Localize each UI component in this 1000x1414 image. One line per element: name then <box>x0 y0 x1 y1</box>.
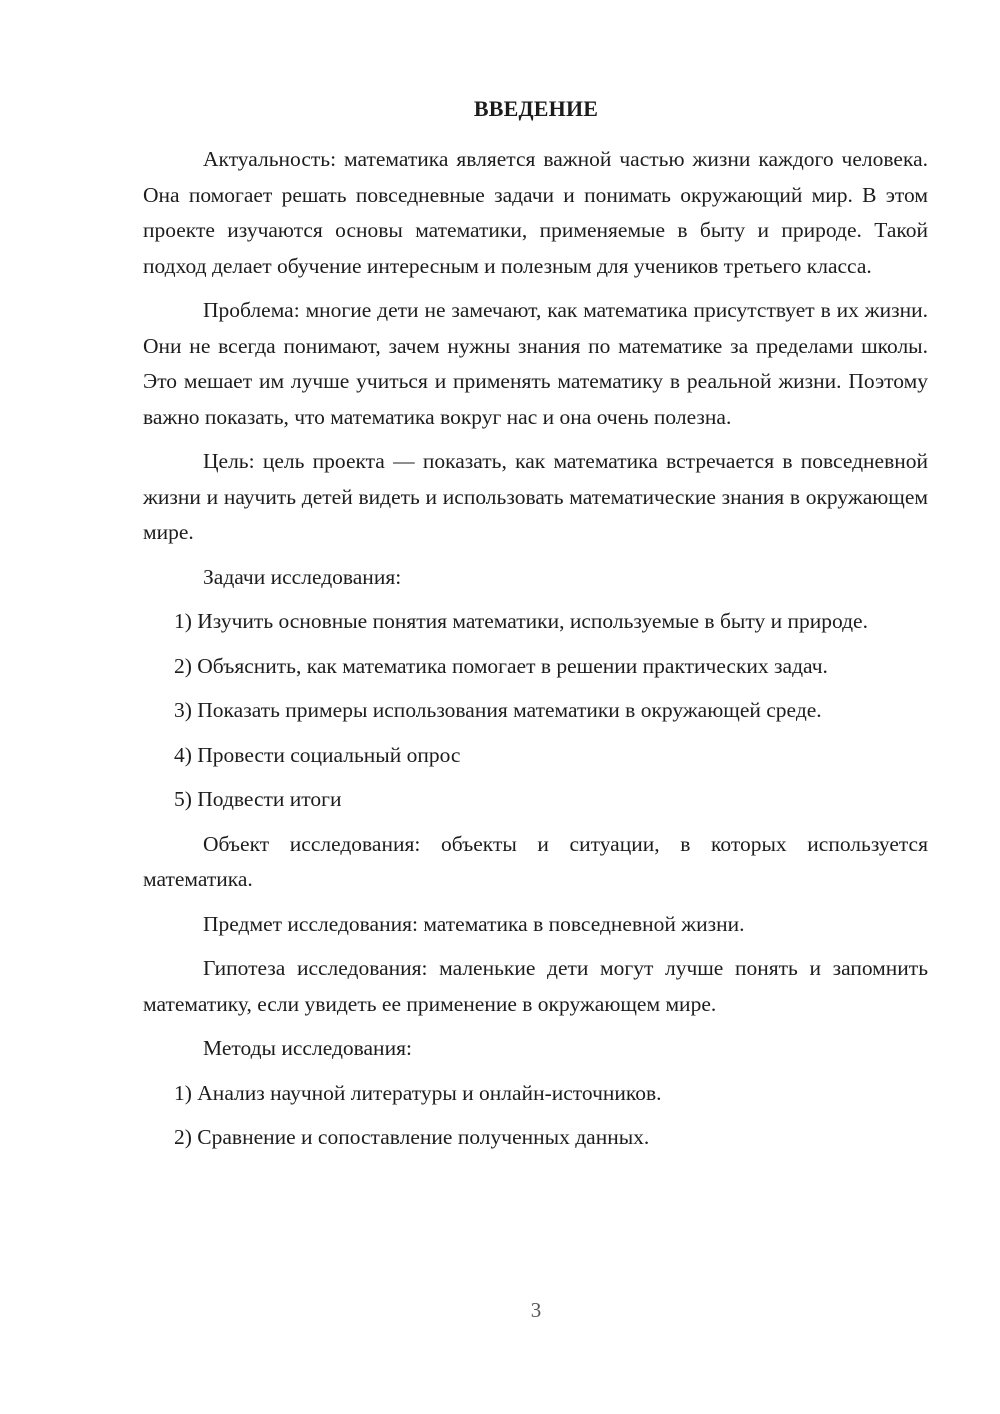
document-body <box>143 142 928 1165</box>
paragraph-object: Объект исследования: объекты и ситуации, в которых используется математика. <box>143 831 928 891</box>
paragraph-problem: Проблема: многие дети не замечают, как математика присутствует в их жизни. Они не всегда понимают, зачем нужны знания по математике за пределами школы. Это мешает им лучше учиться и применять математику в реальной жизни. Поэтому важно показать, что математика вокруг нас и она очень полезна. <box>143 298 928 429</box>
paragraph-subject: Предмет исследования: математика в повседневной жизни. <box>203 911 745 936</box>
page-number: 3 <box>530 1298 542 1322</box>
task-item-1: 1) Изучить основные понятия математики, используемые в быту и природе. <box>174 609 868 633</box>
method-item-2: 2) Сравнение и сопоставление полученных данных. <box>174 1125 650 1149</box>
paragraph-hypothesis: Гипотеза исследования: маленькие дети могут лучше понять и запомнить математику, если увидеть ее применение в окружающем мире. <box>143 956 928 1016</box>
task-item-2: 2) Объяснить, как математика помогает в решении практических задач. <box>174 653 828 678</box>
paragraph-methods-heading: Методы исследования: <box>203 1036 412 1060</box>
paragraph-goal: Цель: цель проекта — показать, как математика встречается в повседневной жизни и научить детей видеть и использовать математические знания в окружающем мире. <box>143 449 928 544</box>
method-item-1: 1) Анализ научной литературы и онлайн-источников. <box>174 1080 662 1105</box>
page-title: ВВЕДЕНИЕ <box>473 96 599 121</box>
paragraph-relevance: Актуальность: математика является важной частью жизни каждого человека. Она помогает решать повседневные задачи и понимать окружающий мир. В этом проекте изучаются основы математики, применяемые в быту и природе. Такой подход делает обучение интересным и полезным для учеников третьего класса. <box>143 147 928 278</box>
paragraph-tasks-heading: Задачи исследования: <box>203 564 402 589</box>
task-item-4: 4) Провести социальный опрос <box>174 742 461 767</box>
task-item-5: 5) Подвести итоги <box>174 787 342 811</box>
task-item-3: 3) Показать примеры использования математики в окружающей среде. <box>174 698 822 722</box>
